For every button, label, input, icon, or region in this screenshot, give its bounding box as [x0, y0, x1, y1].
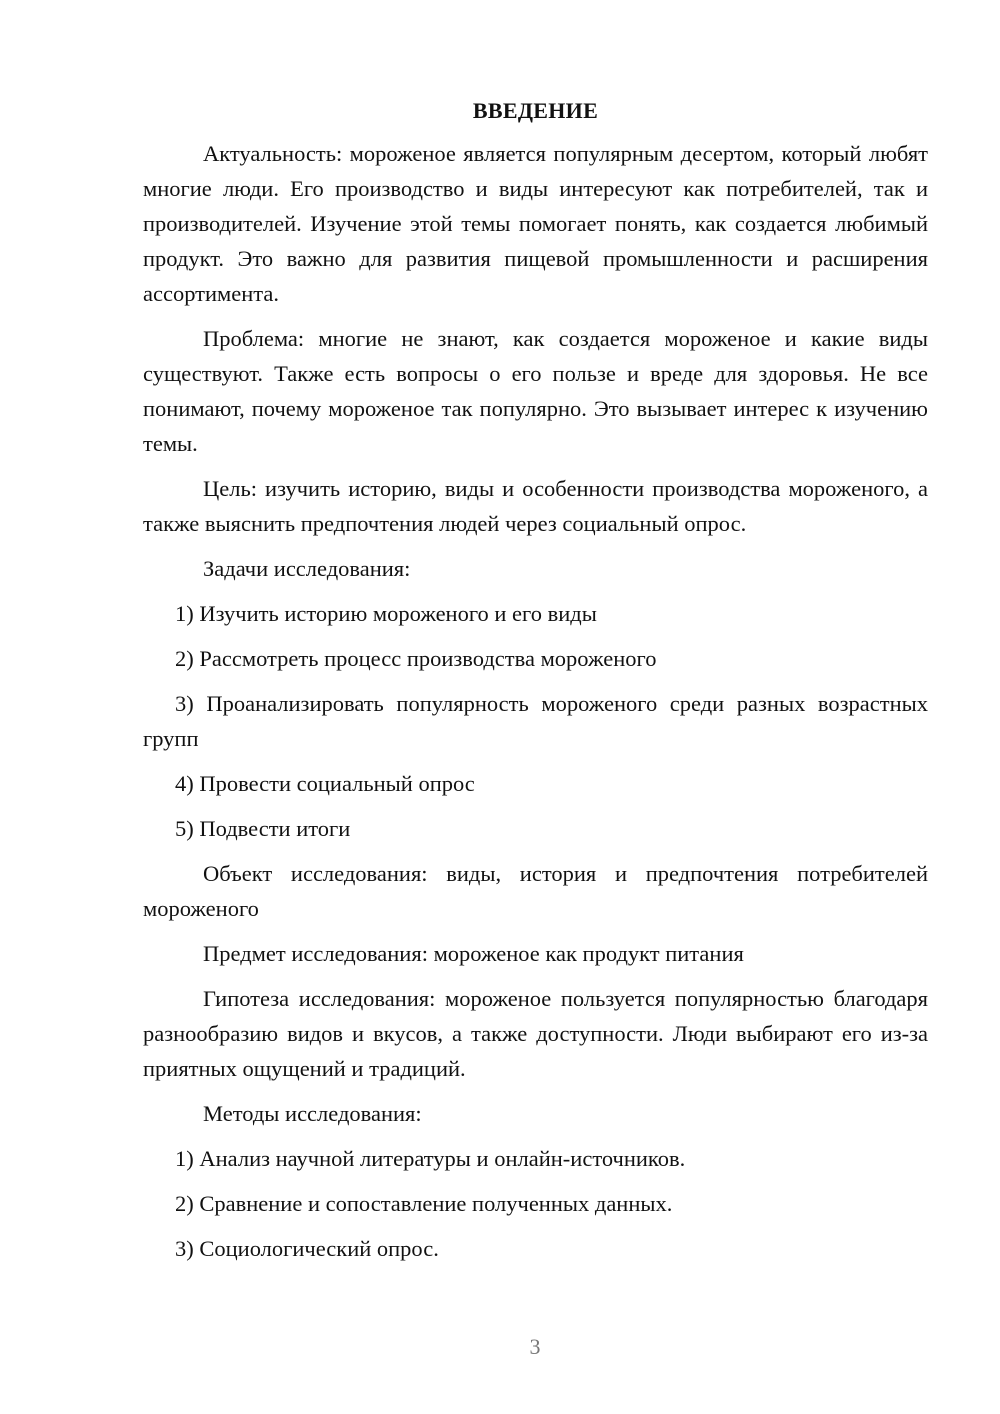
section-title: ВВЕДЕНИЕ	[472, 98, 599, 123]
hypothesis-paragraph: Гипотеза исследования: мороженое пользуется популярностью благодаря разнообразию видов и вкусов, а также доступности. Люди выбирают его из-за приятных ощущений и традиций.	[143, 986, 928, 1081]
tasks-heading: Задачи исследования:	[203, 556, 411, 581]
object-paragraph: Объект исследования: виды, история и предпочтения потребителей мороженого	[143, 861, 928, 921]
method-item: 1) Анализ научной литературы и онлайн-источников.	[175, 1146, 686, 1171]
goal-paragraph: Цель: изучить историю, виды и особенности производства мороженого, а также выяснить предпочтения людей через социальный опрос.	[143, 476, 928, 536]
page-number: 3	[529, 1334, 541, 1359]
task-item: 1) Изучить историю мороженого и его виды	[175, 601, 597, 626]
task-item: 4) Провести социальный опрос	[175, 771, 475, 796]
task-item: 2) Рассмотреть процесс производства мороженого	[175, 646, 657, 671]
method-item: 2) Сравнение и сопоставление полученных данных.	[175, 1191, 673, 1216]
methods-heading: Методы исследования:	[203, 1101, 422, 1126]
problem-paragraph: Проблема: многие не знают, как создается мороженое и какие виды существуют. Также есть вопросы о его пользе и вреде для здоровья. Не все понимают, почему мороженое так популярно. Это вызывает интерес к изучению темы.	[143, 326, 928, 456]
task-item: 3) Проанализировать популярность мороженого среди разных возрастных групп	[143, 691, 928, 751]
task-item: 5) Подвести итоги	[175, 816, 351, 841]
subject-paragraph: Предмет исследования: мороженое как продукт питания	[203, 941, 744, 966]
method-item: 3) Социологический опрос.	[175, 1236, 439, 1261]
document-page	[143, 94, 928, 1276]
relevance-paragraph: Актуальность: мороженое является популярным десертом, который любят многие люди. Его производство и виды интересуют как потребителей, так и производителей. Изучение этой темы помогает понять, как создается любимый продукт. Это важно для развития пищевой промышленности и расширения ассортимента.	[143, 141, 928, 306]
